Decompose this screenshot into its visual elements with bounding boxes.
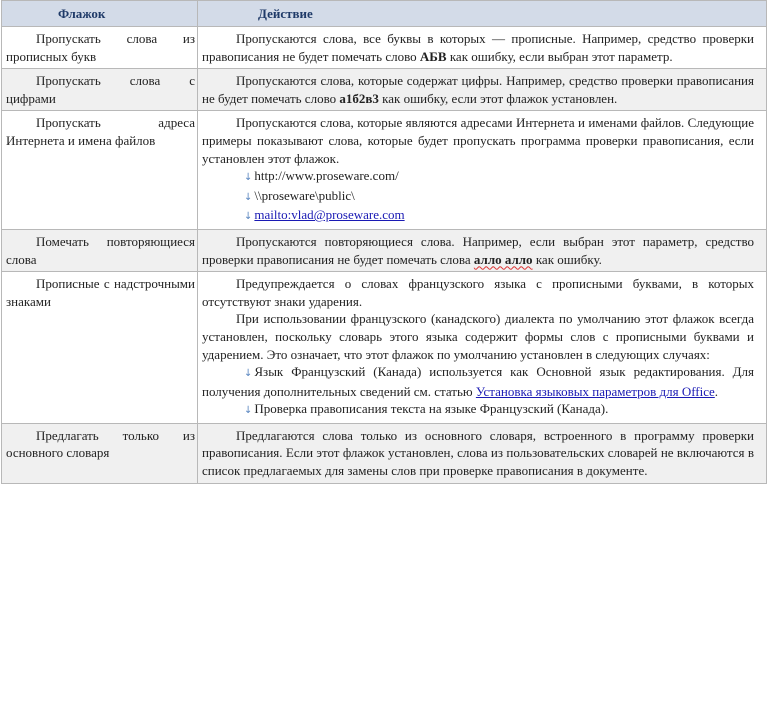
table-header-row [2,1,767,27]
arrow-down-icon: ↓ [244,405,253,417]
description-cell [198,423,767,483]
description-cell [198,229,767,271]
header-action: Действие [198,1,767,27]
table-row [2,111,767,230]
list-item [202,206,754,226]
arrow-down-icon: ↓ [244,172,253,184]
flag-cell [2,423,198,483]
mailto-link[interactable]: mailto:vlad@proseware.com [254,207,405,223]
flag-cell [2,27,198,69]
flag-label: Пропускать адреса Интернета и имена файлов [6,115,195,148]
description-text: Предупреждается о словах французского языка с прописными буквами, в которых отсутствуют знаки ударения. [202,276,754,309]
list-item: ↓ Язык Французский (Канада) используется как Основной язык редактирования. Для получения дополнительных сведений см. статью Установка языковых параметров для Office. [202,364,754,399]
list-item: ↓ http://www.proseware.com/ [244,168,399,184]
table-row [2,69,767,111]
flag-label: Помечать повторяющиеся слова [6,233,195,267]
description-cell [198,272,767,424]
example-word: АБВ [419,48,447,64]
flag-label: Прописные с надстрочными знаками [6,276,195,309]
description-text: Пропускаются повторяющиеся слова. Например, если выбран этот параметр, средство проверки правописания не будет помечать слова алло алло как ошибку. [202,233,754,267]
flag-label: Пропускать слова из прописных букв [6,31,195,64]
flag-cell [2,272,198,424]
arrow-down-icon: ↓ [244,211,253,223]
flag-cell [2,229,198,271]
flag-cell [2,111,198,230]
description-cell [198,27,767,69]
description-text: Пропускаются слова, которые являются адресами Интернета и именами файлов. Следующие примеры показывают слова, которые будет пропускать программа проверки правописания, если установлен этот флажок. [202,115,754,166]
example-word: алло алло [473,251,533,267]
description-text: При использовании французского (канадского) диалекта по умолчанию этот флажок всегда установлен, поскольку словарь этого языка содержит формы слов с прописными буквами и ударением. Это означает, что этот флажок по умолчанию установлен в следующих случаях: [202,311,754,362]
description-cell [198,111,767,230]
header-flag: Флажок [2,1,198,27]
table-row [2,27,767,69]
flag-label: Предлагать только из основного словаря [6,427,195,461]
office-language-link[interactable]: Установка языковых параметров для Office [475,383,715,399]
table-row [2,423,767,483]
description-text: Предлагаются слова только из основного словаря, встроенного в программу проверки правописания. Если этот флажок установлен, слова из пользовательских словарей не включаются в список предлагаемых для замены слов при проверке правописания в документе. [202,427,754,479]
table-row [2,272,767,424]
description-cell [198,69,767,111]
arrow-down-icon: ↓ [244,191,253,203]
flag-label: Пропускать слова с цифрами [6,73,195,106]
description-text: Пропускаются слова, все буквы в которых — прописные. Например, средство проверки правописания не будет помечать слово АБВ как ошибку, если выбран этот параметр. [202,31,754,64]
list-item: ↓ Проверка правописания текста на языке Французский (Канада). [244,401,609,417]
list-item: ↓ \\proseware\public\ [244,187,355,203]
options-table [1,0,767,484]
arrow-down-icon: ↓ [244,368,253,380]
description-text: Пропускаются слова, которые содержат цифры. Например, средство проверки правописания не будет помечать слово а1б2в3 как ошибку, если этот флажок установлен. [202,73,754,106]
flag-cell [2,69,198,111]
example-word: а1б2в3 [339,90,379,106]
table-row [2,229,767,271]
